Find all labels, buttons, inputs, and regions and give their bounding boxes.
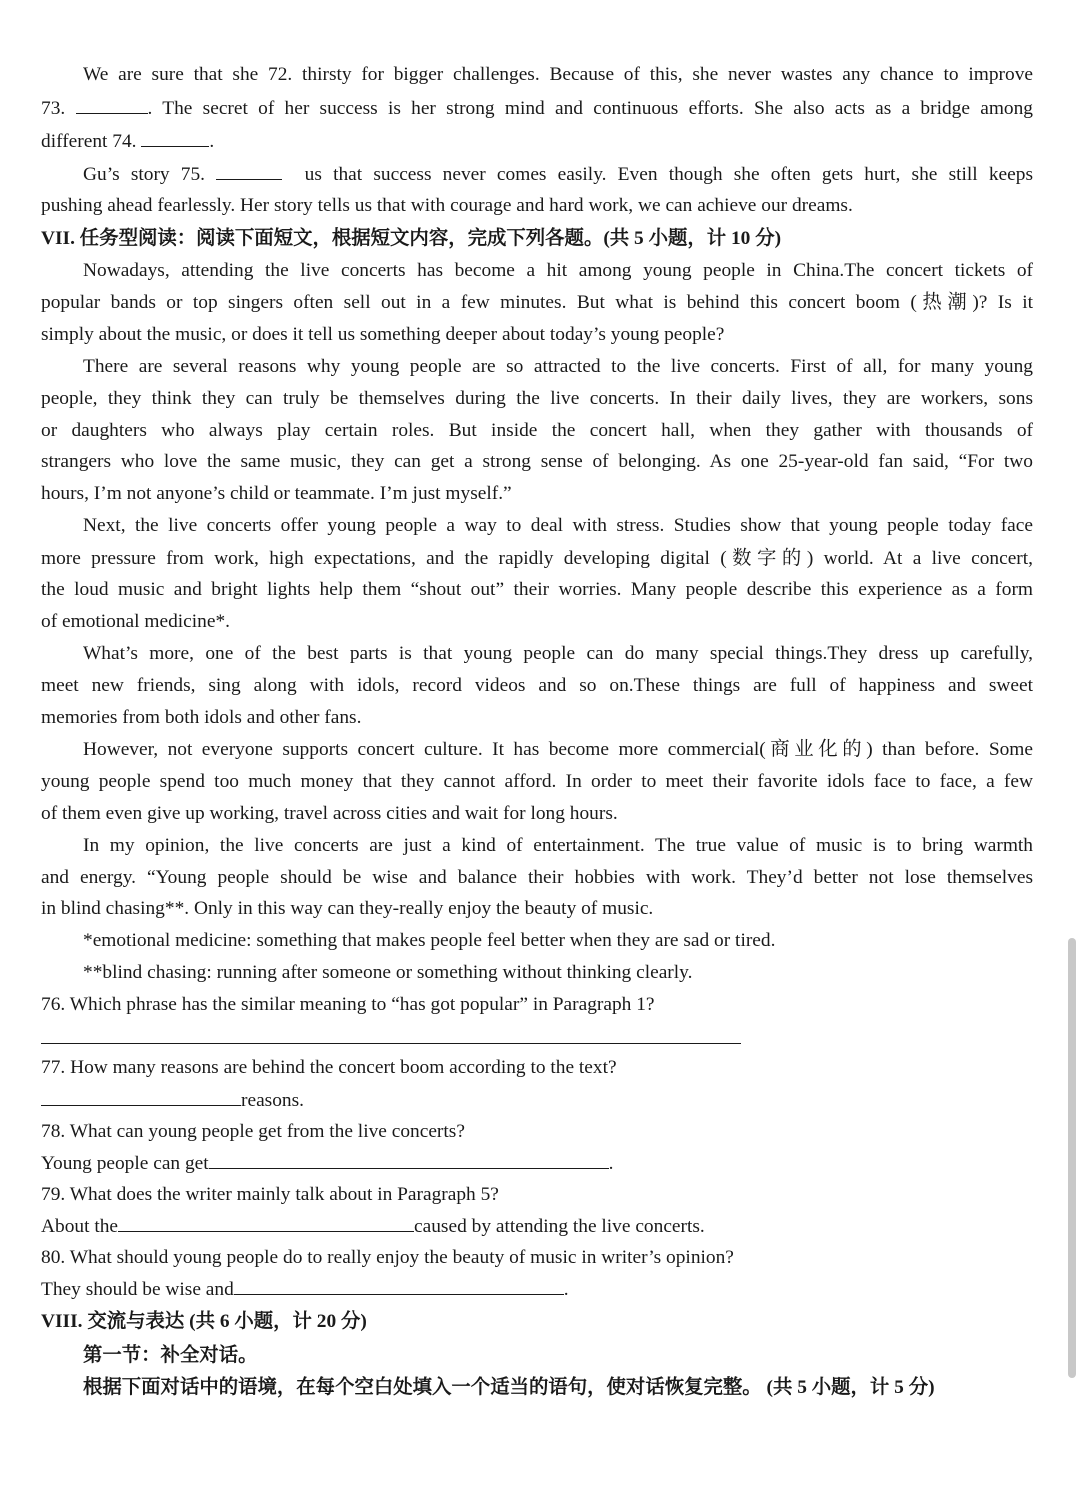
section-heading: VII. 任务型阅读：阅读下面短文，根据短文内容，完成下列各题。(共 5 小题，计 10 分) [41, 228, 782, 249]
text-line: What’s more, one of the best parts is that young people can do many special things.They dress up carefully, [83, 643, 1033, 664]
answer-blank-73[interactable] [76, 93, 148, 114]
question-76: 76. Which phrase has the similar meaning to “has got popular” in Paragraph 1? [41, 994, 655, 1015]
text-line: young people spend too much money that they cannot afford. In order to meet their favorite idols face to face, a few [41, 771, 1033, 792]
line-text: . [563, 1279, 569, 1300]
text-line: In my opinion, the live concerts are just a kind of entertainment. The true value of music is to bring warmth [83, 835, 1033, 856]
text-line: hours, I’m not anyone’s child or teammate. I’m just myself.” [41, 483, 512, 504]
text-line [83, 159, 1033, 189]
text-line: pushing ahead fearlessly. Her story tells us that with courage and hard work, we can achieve our dreams. [41, 195, 853, 216]
text-line: and energy. “Young people should be wise and balance their hobbies with work. They’d better not lose themselves [41, 867, 1033, 888]
text-line: strangers who love the same music, they can get a strong sense of belonging. As one 25-year-old fan said, “For two [41, 451, 1033, 472]
question-79: 79. What does the writer mainly talk about in Paragraph 5? [41, 1184, 499, 1205]
text-line [41, 93, 1033, 123]
question-78: 78. What can young people get from the live concerts? [41, 1121, 465, 1142]
answer-row-78 [41, 1148, 614, 1178]
text-line: There are several reasons why young people are so attracted to the live concerts. First of all, for many young [83, 356, 1033, 377]
line-text: Gu’s story 75. [83, 164, 206, 185]
text-line: popular bands or top singers often sell out in a few minutes. But what is behind this concert boom (热潮)? Is it [41, 292, 1033, 313]
line-text: . [608, 1153, 614, 1174]
vertical-scrollbar[interactable] [1068, 938, 1076, 1378]
text-line: people, they think they can truly be themselves during the live concerts. In their daily lives, they are workers, sons [41, 388, 1033, 409]
answer-row-77 [41, 1085, 304, 1115]
answer-blank-80[interactable] [234, 1274, 564, 1295]
text-line: memories from both idols and other fans. [41, 707, 362, 728]
question-80: 80. What should young people do to really enjoy the beauty of music in writer’s opinion? [41, 1247, 734, 1268]
text-line: of them even give up working, travel across cities and wait for long hours. [41, 803, 618, 824]
answer-blank-78[interactable] [209, 1148, 609, 1169]
section-heading: VIII. 交流与表达 (共 6 小题，计 20 分) [41, 1311, 367, 1332]
text-line: meet new friends, sing along with idols, record videos and so on.These things are full of happiness and sweet [41, 675, 1033, 696]
footnote: **blind chasing: running after someone or something without thinking clearly. [83, 962, 693, 983]
line-text: . [209, 131, 215, 152]
text-line: in blind chasing**. Only in this way can they-really enjoy the beauty of music. [41, 898, 654, 919]
answer-line-76[interactable] [41, 1043, 741, 1044]
answer-blank-77[interactable] [41, 1085, 241, 1106]
text-line: more pressure from work, high expectations, and the rapidly developing digital (数字的) world. At a live concert, [41, 548, 1033, 569]
line-text: reasons. [241, 1090, 305, 1111]
line-text: About the [41, 1216, 119, 1237]
line-text: . The secret of her success is her strong mind and continuous efforts. She also acts as a bridge among [147, 98, 1033, 119]
answer-row-79 [41, 1211, 705, 1241]
text-line: Next, the live concerts offer young people a way to deal with stress. Studies show that young people today face [83, 515, 1033, 536]
line-text: caused by attending the live concerts. [414, 1216, 705, 1237]
text-line [41, 126, 214, 156]
answer-blank-75[interactable] [216, 159, 282, 180]
text-line: Nowadays, attending the live concerts has become a hit among young people in China.The concert tickets of [83, 260, 1033, 281]
text-line: simply about the music, or does it tell us something deeper about today’s young people? [41, 324, 725, 345]
subsection-heading: 第一节：补全对话。 [83, 1345, 258, 1366]
text-line: the loud music and bright lights help them “shout out” their worries. Many people describe this experience as a form [41, 579, 1033, 600]
text-line: or daughters who always play certain roles. But inside the concert hall, when they gather with thousands of [41, 420, 1033, 441]
text-line: of emotional medicine*. [41, 611, 231, 632]
line-text: They should be wise and [41, 1279, 234, 1300]
line-text: Young people can get [41, 1153, 209, 1174]
footnote: *emotional medicine: something that makes people feel better when they are sad or tired. [83, 930, 776, 951]
instruction: 根据下面对话中的语境，在每个空白处填入一个适当的语句，使对话恢复完整。 (共 5 小题，计 5 分) [83, 1377, 935, 1398]
text-line: However, not everyone supports concert culture. It has become more commercial(商业化的) than before. Some [83, 739, 1033, 760]
line-text: us that success never comes easily. Even though she often gets hurt, she still keeps [304, 164, 1034, 185]
question-77: 77. How many reasons are behind the concert boom according to the text? [41, 1057, 617, 1078]
line-text: different 74. [41, 131, 137, 152]
text-line: We are sure that she 72. thirsty for bigger challenges. Because of this, she never wastes any chance to improve [83, 64, 1033, 85]
answer-row-80 [41, 1274, 569, 1304]
answer-blank-79[interactable] [118, 1211, 414, 1232]
answer-blank-74[interactable] [141, 126, 209, 147]
question-number: 73. [41, 98, 66, 119]
